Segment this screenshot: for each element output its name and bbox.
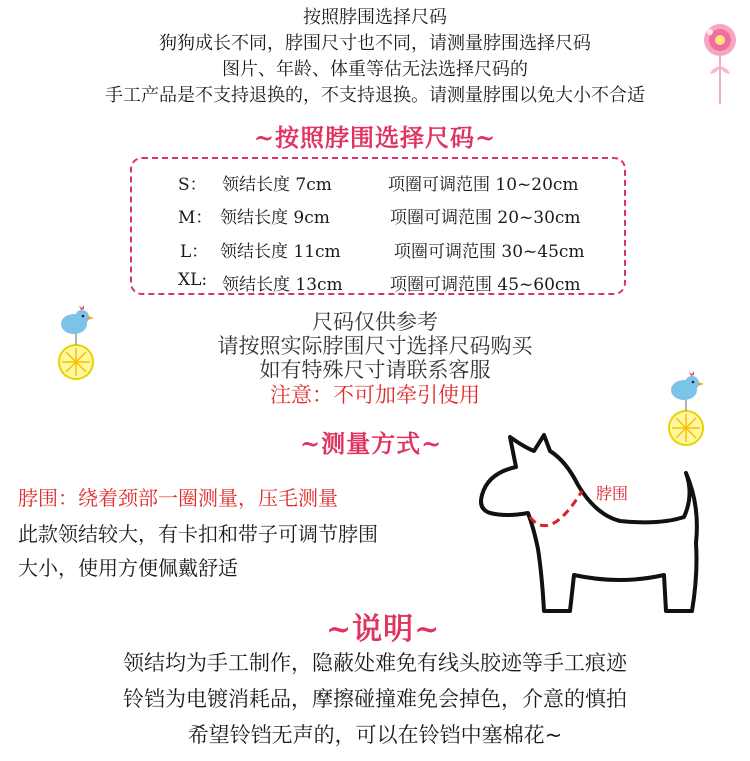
intro-line-4: 手工产品是不支持退换的，不支持退换。请测量脖围以免大小不合适 — [105, 85, 645, 106]
bow-length: 领结长度 9cm — [220, 208, 330, 228]
collar-range: 项圈可调范围 10~20cm — [388, 175, 579, 195]
explain-section-title: ~说明~ — [326, 612, 441, 647]
measure-desc-2: 大小，使用方便佩戴舒适 — [18, 556, 238, 580]
collar-range: 项圈可调范围 45~60cm — [390, 275, 581, 295]
dog-outline-illustration — [470, 425, 730, 635]
collar-range: 项圈可调范围 20~30cm — [390, 208, 581, 228]
measure-desc-1: 此款领结较大，有卡扣和带子可调节脖围 — [18, 522, 378, 546]
lollipop-flower-icon — [698, 22, 742, 106]
note-choose-size: 请按照实际脖围尺寸选择尺码购买 — [217, 334, 533, 358]
bow-length: 领结长度 13cm — [222, 275, 343, 295]
neck-label: 脖围 — [596, 484, 629, 503]
measure-section-title: ~测量方式~ — [300, 429, 443, 458]
intro-line-3: 图片、年龄、体重等估无法选择尺码的 — [222, 59, 528, 80]
size-label: M： — [178, 208, 213, 228]
size-label: L： — [180, 242, 209, 262]
bow-length: 领结长度 7cm — [222, 175, 332, 195]
note-contact: 如有特殊尺寸请联系客服 — [259, 358, 491, 382]
size-label: XL: — [178, 270, 208, 290]
collar-range: 项圈可调范围 30~45cm — [394, 242, 585, 262]
size-section-title: ~按照脖围选择尺码~ — [253, 123, 497, 152]
intro-line-2: 狗狗成长不同，脖围尺寸也不同，请测量脖围选择尺码 — [159, 33, 591, 54]
note-warning: 注意：不可加牵引使用 — [270, 383, 480, 407]
size-table — [130, 157, 626, 295]
note-reference: 尺码仅供参考 — [312, 310, 438, 334]
bow-length: 领结长度 11cm — [220, 242, 341, 262]
explain-line-2: 铃铛为电镀消耗品，摩擦碰撞难免会掉色，介意的慎拍 — [123, 687, 627, 711]
explain-line-1: 领结均为手工制作，隐蔽处难免有线头胶迹等手工痕迹 — [123, 651, 627, 675]
intro-line-1: 按照脖围选择尺码 — [303, 7, 447, 28]
explain-line-3: 希望铃铛无声的，可以在铃铛中塞棉花~ — [187, 723, 563, 747]
neck-definition: 脖围：绕着颈部一圈测量，压毛测量 — [18, 486, 338, 510]
size-label: S： — [178, 175, 207, 195]
